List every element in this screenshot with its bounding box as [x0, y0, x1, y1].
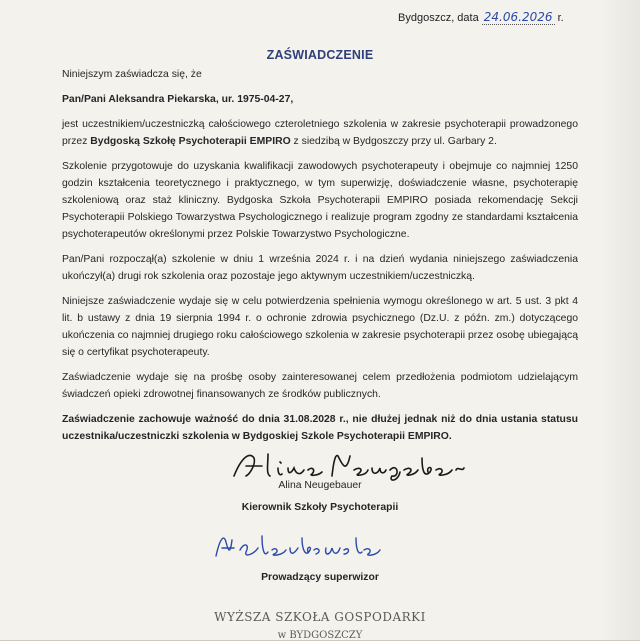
document-body: [62, 66, 578, 453]
person-line: [62, 91, 578, 108]
place-and-date: [398, 10, 564, 24]
school-name: Bydgoską Szkołę Psychoterapii EMPIRO: [90, 136, 291, 147]
page-shadow: [600, 0, 640, 640]
paragraph-validity: [62, 411, 578, 445]
institution-stamp-line-2: w BYDGOSZCZY: [277, 630, 363, 641]
institution-stamp-line-1: WYŻSZA SZKOŁA GOSPODARKI: [214, 610, 426, 624]
signature-1: [228, 448, 468, 484]
date-suffix: r.: [557, 12, 564, 24]
paragraph-legal-basis: Niniejsze zaświadczenie wydaje się w celu potwierdzenia spełnienia wymogu określonego w art. 5 ust. 3 pkt 4 lit. b ustawy z dnia 19 sierpnia 1994 r. o ochronie zdrowia psychicznego (Dz.U. z późn. zm.) dotyczącego ukończenia co najmniej drugiego roku całościowego szkolenia w zakresie psychoterapii przez osobę ubiegającą się o certyfikat psychoterapeuty.: [62, 296, 578, 358]
signatory-2-role: Prowadzący superwizor: [261, 572, 379, 583]
document-title: ZAŚWIADCZENIE: [266, 48, 374, 62]
intro-text: Niniejszym zaświadcza się, że: [62, 69, 202, 80]
paragraph-progress: Pan/Pani rozpoczął(a) szkolenie w dniu 1 września 2024 r. i na dzień wydania niniejszego zaświadczenia ukończył(a) drugi rok szkolenia oraz pozostaje jego aktywnym uczestnikiem/uczestniczką.: [62, 254, 578, 282]
signatory-1-role: Kierownik Szkoły Psychoterapii: [241, 502, 399, 513]
paragraph-purpose: Zaświadczenie wydaje się na prośbę osoby zainteresowanej celem przedłożenia podmiotom udzielającym świadczeń opieki zdrowotnej finansowanych ze środków publicznych.: [62, 372, 578, 400]
paragraph-enrollment-suffix: z siedzibą w Bydgoszczy przy ul. Garbary 2.: [290, 136, 497, 147]
paragraph-program: Szkolenie przygotowuje do uzyskania kwalifikacji zawodowych psychoterapeuty i obejmuje co najmniej 1250 godzin kształcenia teoretycznego i praktycznego, w tym superwizję, doświadczenie własne, psychoterapię szkoleniową oraz staż kliniczny. Bydgoska Szkoła Psychoterapii EMPIRO posiada rekomendację Sekcji Psychoterapii Polskiego Towarzystwa Psychologicznego i realizuje program zgodny ze standardami kształcenia psychoterapeutów określonymi przez Polskie Towarzystwo Psychologiczne.: [62, 161, 578, 240]
handwritten-date: 24.06.2026: [483, 10, 553, 24]
signature-2: [210, 528, 390, 564]
validity-text: Zaświadczenie zachowuje ważność do dnia 31.08.2028 r., nie dłużej jednak niż do dnia ustania statusu uczestnika/uczestniczki szkolenia w Bydgoskiej Szkole Psychoterapii EMPIRO.: [62, 414, 578, 442]
person-name: Pan/Pani Aleksandra Piekarska, ur. 1975-04-27,: [62, 94, 294, 105]
city-label: Bydgoszcz, data: [398, 12, 479, 24]
signatory-1-name: Alina Neugebauer: [278, 480, 362, 491]
paragraph-enrollment-prefix: jest uczestnikiem/uczestniczką całościowego czteroletniego szkolenia w zakresie psychoterapii prowadzonego przez: [62, 119, 578, 147]
paragraph-enrollment: [62, 116, 578, 150]
